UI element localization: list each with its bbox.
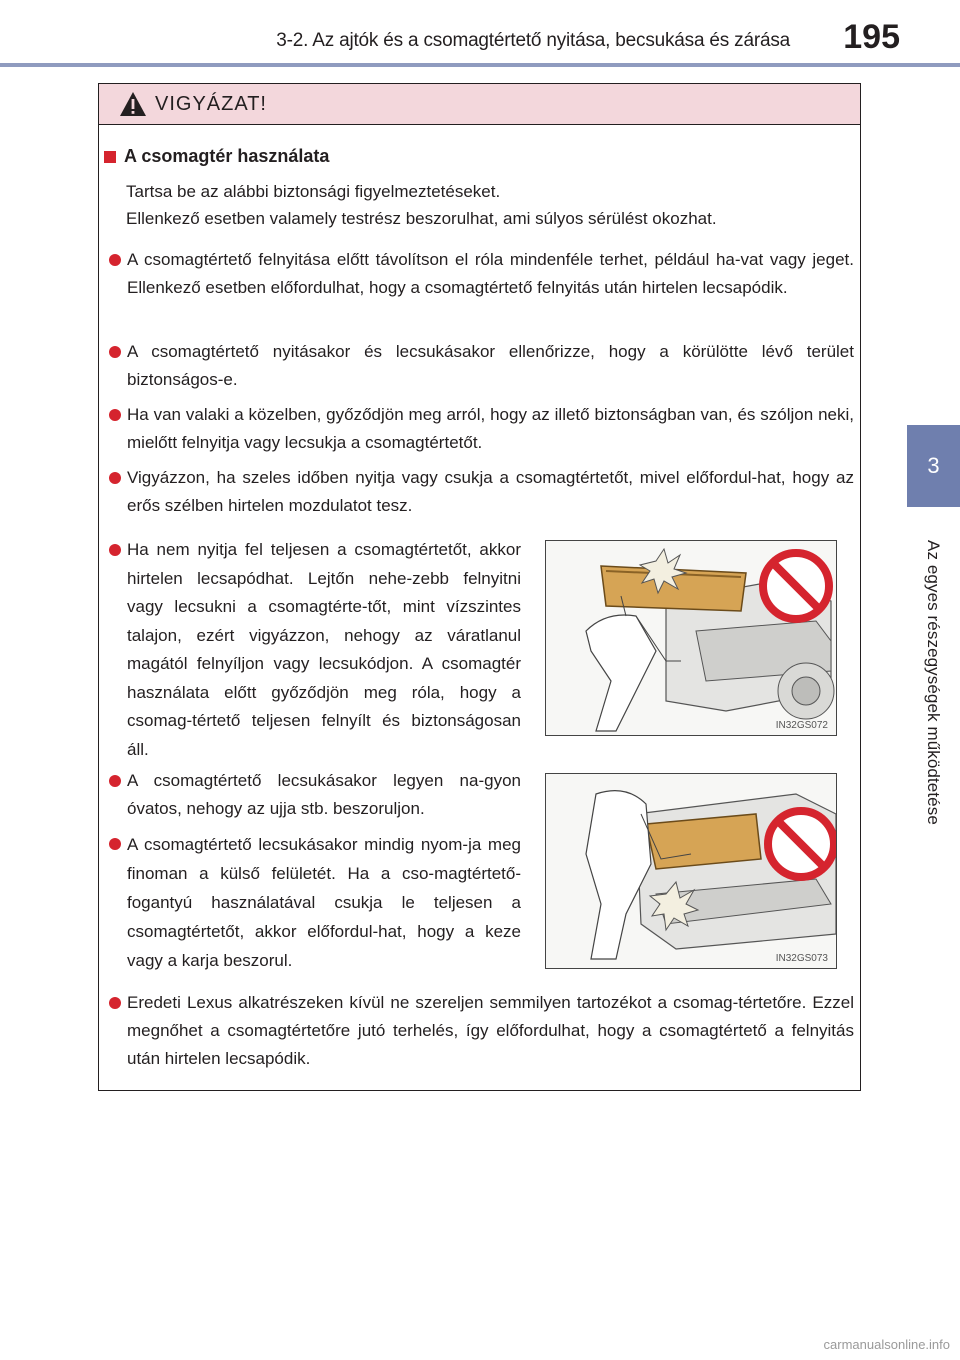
red-dot-bullet-icon bbox=[109, 346, 121, 358]
bullet-6-text: A csomagtértető lecsukásakor legyen na-gyon óvatos, nehogy az ujja stb. beszoruljon. bbox=[127, 771, 521, 818]
red-dot-bullet-icon bbox=[109, 544, 121, 556]
section-title-text: A csomagtér használata bbox=[124, 146, 330, 166]
red-dot-bullet-icon bbox=[109, 409, 121, 421]
intro-line-1: Tartsa be az alábbi biztonsági figyelmeztetéseket. bbox=[126, 182, 501, 201]
bullet-7-text: A csomagtértető lecsukásakor mindig nyom-ja meg finoman a külső felületét. Ha a cso-magtértető-fogantyú használatával csukja le teljesen a csomagtértetőt, akkor előfordul-hat, hogy a keze vagy a karja beszorul. bbox=[127, 835, 521, 970]
bullet-2 bbox=[109, 338, 854, 394]
bullet-7 bbox=[109, 830, 521, 975]
warning-heading: VIGYÁZAT! bbox=[155, 92, 267, 115]
red-dot-bullet-icon bbox=[109, 838, 121, 850]
bullet-3-text: Ha van valaki a közelben, győződjön meg arról, hogy az illető biztonságban van, és szóljon neki, mielőtt felnyitja vagy lecsukja a csomagtértetőt. bbox=[127, 405, 854, 452]
illustration-code: IN32GS073 bbox=[775, 953, 828, 964]
chapter-tab-number: 3 bbox=[927, 453, 940, 478]
illustration-trunk-lid-opening bbox=[545, 540, 837, 736]
bullet-2-text: A csomagtértető nyitásakor és lecsukásakor ellenőrizze, hogy a körülötte lévő terület biztonságos-e. bbox=[127, 342, 854, 389]
bullet-1-text: A csomagtértető felnyitása előtt távolítson el róla mindenféle terhet, például ha-vat vagy jeget. Ellenkező esetben előfordulhat, hogy a csomagtértető felnyitás után hirtelen lecsapódik. bbox=[127, 250, 854, 297]
warning-header bbox=[99, 84, 860, 125]
illustration-trunk-lid-closing bbox=[545, 773, 837, 969]
bullet-4-text: Vigyázzon, ha szeles időben nyitja vagy csukja a csomagtértetőt, mivel előfordul-hat, hogy az erős szélben hirtelen mozdulatot tesz. bbox=[127, 468, 854, 515]
warning-triangle-icon bbox=[119, 91, 147, 117]
chapter-side-label: Az egyes részegységek működtetése bbox=[924, 539, 943, 825]
watermark: carmanualsonline.info bbox=[823, 1337, 950, 1352]
chapter-tab[interactable] bbox=[907, 425, 960, 507]
red-dot-bullet-icon bbox=[109, 775, 121, 787]
running-header-title: 3-2. Az ajtók és a csomagtértető nyitása, becsukása és zárása bbox=[276, 30, 790, 51]
red-dot-bullet-icon bbox=[109, 254, 121, 266]
red-dot-bullet-icon bbox=[109, 997, 121, 1009]
bullet-8-text: Eredeti Lexus alkatrészeken kívül ne szereljen semmilyen tartozékot a csomag-tértetőre. Ezzel megnőhet a csomagtértetőre jutó terhelés, így előfordulhat, hogy a csomagtértető a felnyitás után hirtelen lecsapódik. bbox=[127, 993, 854, 1068]
bullet-5 bbox=[109, 536, 521, 764]
bullet-3 bbox=[109, 401, 854, 457]
bullet-8 bbox=[109, 989, 854, 1073]
page-number: 195 bbox=[843, 18, 900, 56]
bullet-6 bbox=[109, 767, 521, 823]
intro-line-2: Ellenkező esetben valamely testrész beszorulhat, ami súlyos sérülést okozhat. bbox=[126, 209, 717, 228]
bullet-4 bbox=[109, 464, 854, 520]
bullet-1 bbox=[109, 246, 854, 302]
red-dot-bullet-icon bbox=[109, 472, 121, 484]
illustration-code: IN32GS072 bbox=[775, 720, 828, 731]
warning-box bbox=[98, 83, 861, 1091]
trunk-opening-illustration-icon bbox=[546, 541, 836, 735]
bullet-5-text: Ha nem nyitja fel teljesen a csomagtértetőt, akkor hirtelen lecsapódhat. Lejtőn nehe-zebb felnyitni vagy lecsukni a csomagtérte-tőt, mint vízszintes talajon, ezért vigyázzon, nehogy az váratlanul magától felnyíljon vagy lecsukódjon. A csomagtér használata előtt győződjön meg róla, hogy a csomag-tértető teljesen felnyílt és biztonságosan áll. bbox=[127, 540, 521, 759]
section-title bbox=[104, 146, 329, 167]
header-divider bbox=[0, 63, 960, 67]
red-square-bullet-icon bbox=[104, 151, 116, 163]
trunk-closing-illustration-icon bbox=[546, 774, 836, 968]
